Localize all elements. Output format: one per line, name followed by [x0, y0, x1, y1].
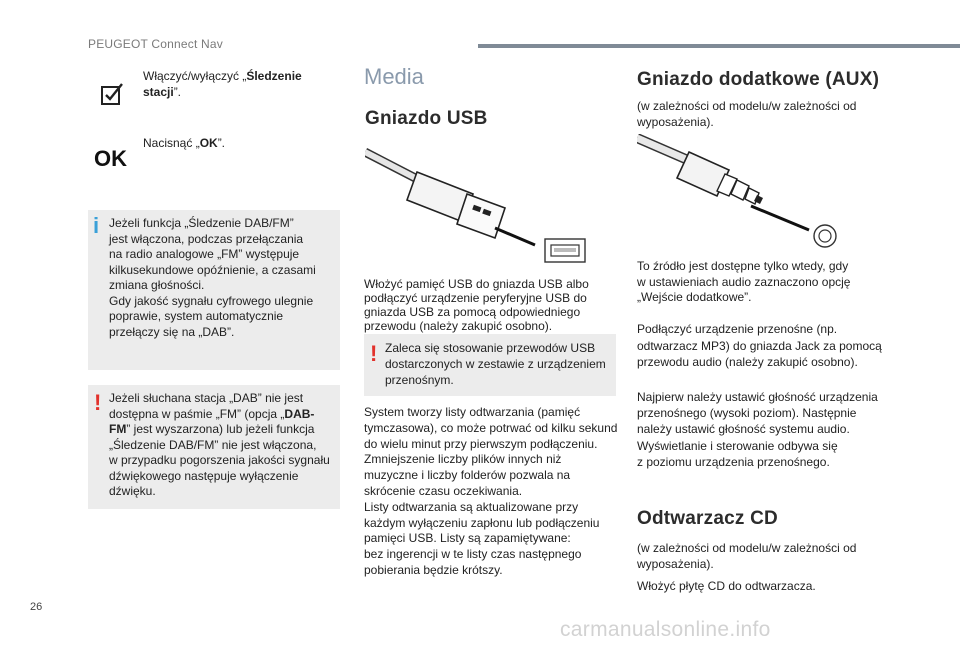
usb-heading: Gniazdo USB: [365, 108, 488, 129]
info-icon: i: [93, 213, 100, 238]
page-number: 26: [30, 601, 43, 613]
aux-heading: Gniazdo dodatkowe (AUX): [637, 69, 880, 90]
warning-icon: !: [94, 390, 102, 415]
info-note-text: Jeżeli funkcja „Śledzenie DAB/FM” jest włączona, podczas przełączania na radio analogowe „FM” występuje kilkusekundowe opóźnienie, a czasami zmiana głośności. Gdy jakość sygnału cyfrowego ulegnie poprawie, system automatycznie przełączy się na „DAB”.: [109, 216, 316, 339]
usb-paragraph: Włożyć pamięć USB do gniazda USB albo podłączyć urządzenie peryferyjne USB do gniazda USB za pomocą odpowiedniego przewodu (należy zakupić osobno).: [364, 277, 589, 333]
usb-warning-text: Zaleca się stosowanie przewodów USB dostarczonych w zestawie z urządzeniem przenośnym.: [385, 341, 606, 387]
section-title-media: Media: [364, 64, 424, 89]
cd-instruction: Włożyć płytę CD do odtwarzacza.: [637, 579, 816, 593]
warning-note: [88, 385, 340, 509]
ok-instruction: Nacisnąć „OK”.: [143, 136, 226, 150]
aux-jack-illustration: [637, 134, 843, 250]
aux-availability: (w zależności od modelu/w zależności od wyposażenia).: [637, 99, 857, 129]
warning-note-text: Jeżeli słuchana stacja „DAB” nie jest dostępna w paśmie „FM” (opcja „DAB- FM” jest wyszarzona) lub jeżeli funkcja „Śledzenie DAB/FM” nie jest włączona, w przypadku pogorszenia jakości sygnału dźwiękowego następuje wyłączenie dźwięku.: [109, 391, 330, 498]
cd-availability: (w zależności od modelu/w zależności od wyposażenia).: [637, 541, 857, 571]
cd-heading: Odtwarzacz CD: [637, 508, 778, 529]
header-rule: [478, 44, 960, 48]
usb-connector-illustration: [365, 146, 587, 264]
usb-warning-note: [364, 334, 616, 396]
aux-paragraph-2: Podłączyć urządzenie przenośne (np. odtwarzacz MP3) do gniazda Jack za pomocą przewodu audio (należy zakupić osobno).: [637, 322, 882, 369]
aux-paragraph-3: Najpierw należy ustawić głośność urządzenia przenośnego (wysoki poziom). Następnie należy ustawić głośność systemu audio. Wyświetlanie i sterowanie odbywa się z poziomu urządzenia przenośnego.: [637, 390, 878, 469]
playlist-paragraph: System tworzy listy odtwarzania (pamięć tymczasowa), co może potrwać od kilku sekund do wielu minut przy pierwszym podłączeniu. Zmniejszenie liczby plików innych niż muzyczne i liczby folderów pozwala na skrócenie czasu oczekiwania. Listy odtwarzania są aktualizowane przy każdym wyłączeniu zapłonu lub podłączeniu pamięci USB. Listy są zapamiętywane: bez ingerencji w te listy czas następnego pobierania będzie krótszy.: [364, 405, 618, 577]
warning-icon: !: [370, 341, 378, 366]
toggle-instruction: Włączyć/wyłączyć „Śledzenie stacji”.: [143, 69, 302, 99]
info-note: [88, 210, 340, 370]
ok-icon: OK: [94, 146, 127, 171]
manual-header-title: PEUGEOT Connect Nav: [88, 37, 223, 51]
aux-paragraph-1: To źródło jest dostępne tylko wtedy, gdy w ustawieniach audio zaznaczono opcję „Wejście dodatkowe”.: [637, 259, 851, 304]
toggle-icon: [100, 82, 126, 106]
watermark: carmanualsonline.info: [560, 618, 771, 641]
